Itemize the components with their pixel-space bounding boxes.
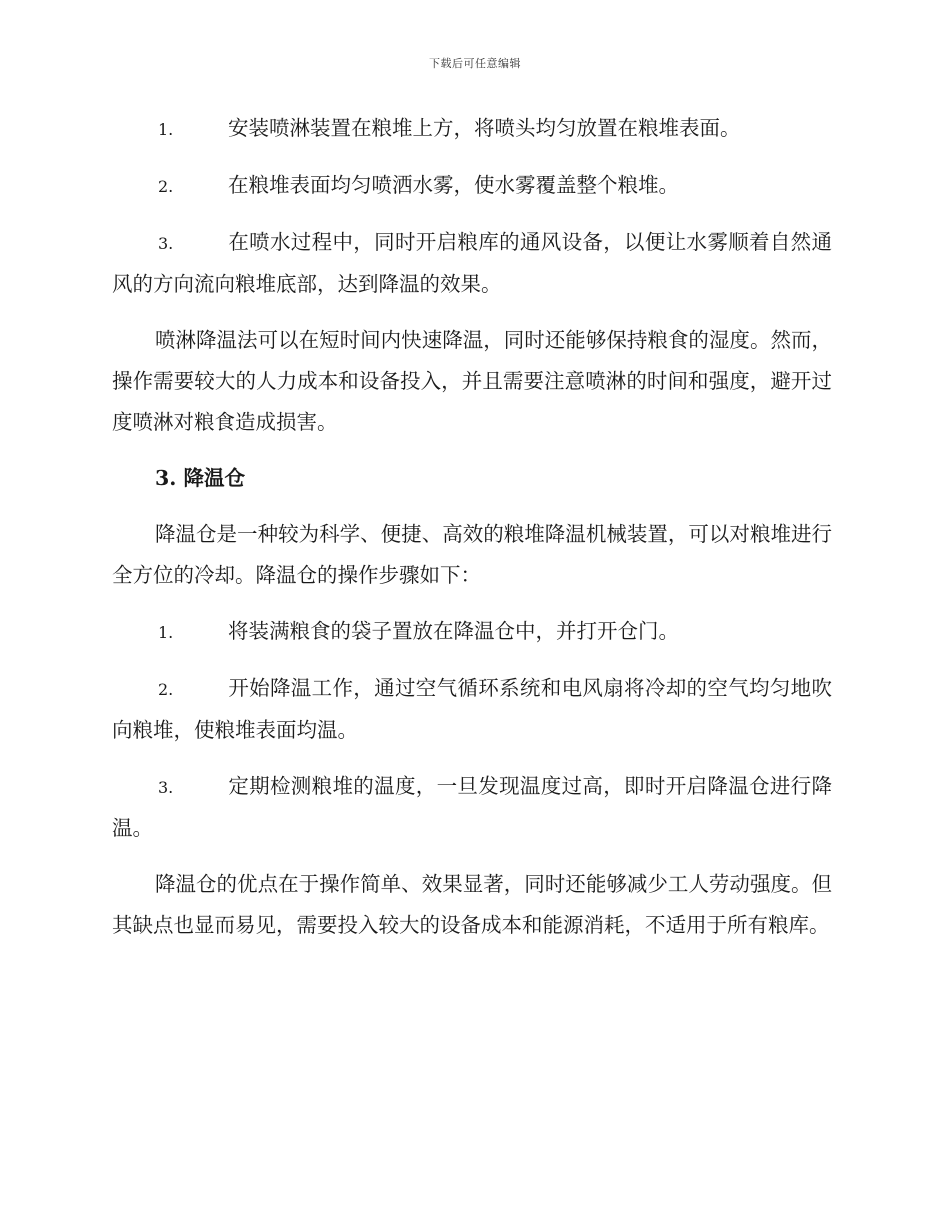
list-item [112, 108, 832, 150]
list-item [112, 766, 832, 849]
spray-summary-paragraph: 喷淋降温法可以在短时间内快速降温，同时还能够保持粮食的湿度。然而，操作需要较大的人力成本和设备投入，并且需要注意喷淋的时间和强度，避开过度喷淋对粮食造成损害。 [112, 328, 832, 434]
bin-summary-paragraph: 降温仓的优点在于操作简单、效果显著，同时还能够减少工人劳动强度。但其缺点也显而易见，需要投入较大的设备成本和能源消耗，不适用于所有粮库。 [112, 872, 832, 937]
list-text: 定期检测粮堆的温度，一旦发现温度过高，即时开启降温仓进行降温。 [112, 774, 832, 840]
list-item [112, 611, 832, 653]
list-number: 3. [158, 234, 174, 253]
list-number: 2. [158, 177, 174, 196]
list-text: 在粮堆表面均匀喷洒水雾，使水雾覆盖整个粮堆。 [228, 173, 679, 197]
list-item [112, 668, 832, 751]
list-number: 1. [158, 623, 174, 642]
list-item [112, 165, 832, 207]
list-text: 安装喷淋装置在粮堆上方，将喷头均匀放置在粮堆表面。 [228, 116, 741, 140]
list-item [112, 222, 832, 305]
list-text: 将装满粮食的袋子置放在降温仓中，并打开仓门。 [228, 619, 679, 643]
list-number: 1. [158, 120, 174, 139]
list-number: 3. [158, 778, 174, 797]
section-heading: 3. 降温仓 [155, 466, 246, 490]
page-header: 下载后可任意编辑 [429, 57, 521, 70]
list-text: 在喷水过程中，同时开启粮库的通风设备，以便让水雾顺着自然通风的方向流向粮堆底部，达到降温的效果。 [112, 230, 832, 296]
bin-intro-paragraph: 降温仓是一种较为科学、便捷、高效的粮堆降温机械装置，可以对粮堆进行全方位的冷却。降温仓的操作步骤如下： [112, 522, 832, 587]
document-body [112, 108, 832, 961]
list-number: 2. [158, 680, 174, 699]
list-text: 开始降温工作，通过空气循环系统和电风扇将冷却的空气均匀地吹向粮堆，使粮堆表面均温。 [112, 676, 832, 742]
